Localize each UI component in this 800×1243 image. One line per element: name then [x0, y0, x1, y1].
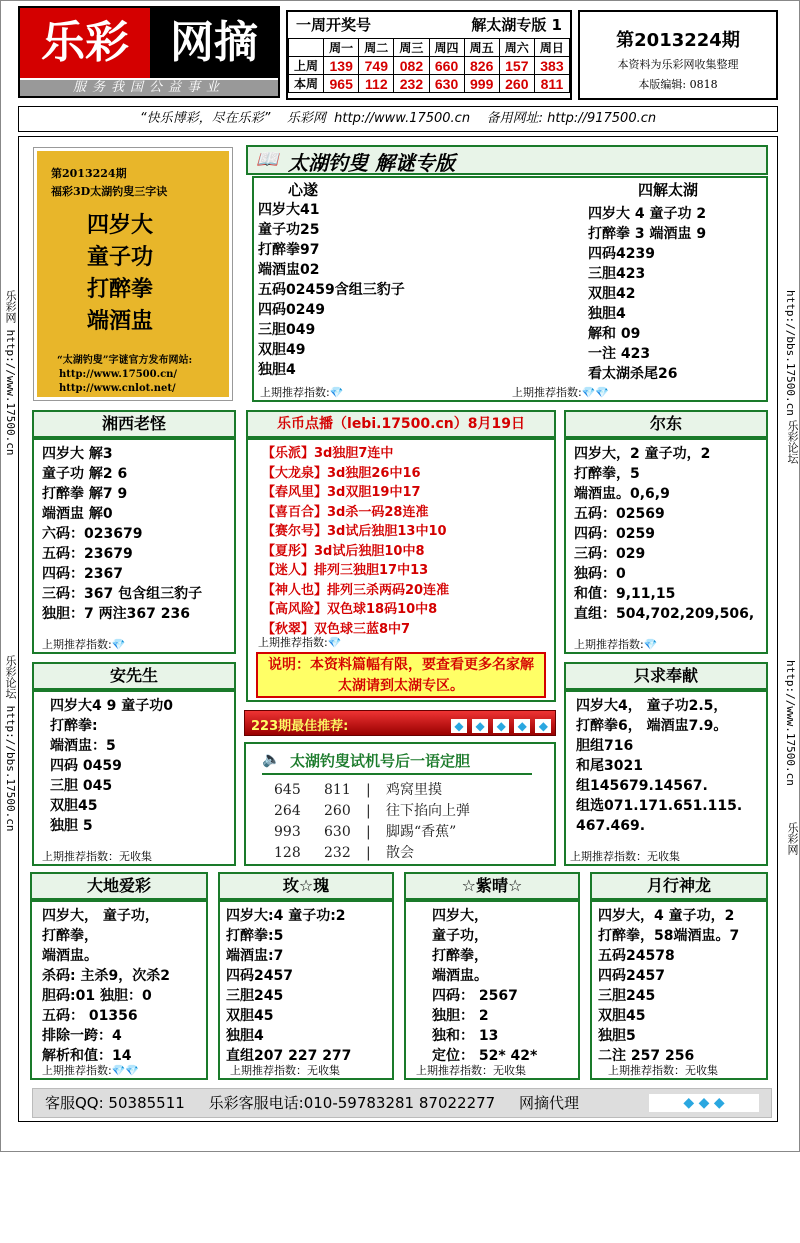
dadi-line: 排除一跨：4 — [42, 1028, 122, 1044]
url-slogan: “快乐博彩，尽在乐彩” — [139, 111, 271, 126]
yuexing-line: 独胆5 — [598, 1028, 636, 1044]
draw-title: 一周开奖号 — [296, 16, 372, 34]
diamond-icon: 💎 — [643, 638, 658, 651]
ziqing-line: 独和： 13 — [432, 1028, 499, 1044]
xiangxi-line: 独胆：7 两注367 236 — [42, 606, 190, 622]
draw-edition: 解太湖专版 1 — [471, 16, 562, 34]
anxian-line: 独胆 5 — [50, 818, 93, 834]
zhiqiu-rating: 上期推荐指数：无收集 — [570, 850, 680, 863]
riddle-publisher: “太湖钓叟”字谜官方发布网站: — [57, 355, 193, 366]
meigui-line: 端酒盅:7 — [226, 948, 284, 964]
sijie-line: 打醉拳 3 端酒盅 9 — [588, 226, 707, 242]
lebi-note: 说明：本资料篇幅有限，要查看更多名家解太湖请到太湖专区。 — [256, 652, 546, 698]
side-label-right-2: 乐彩网 — [786, 822, 799, 855]
erdong-line: 四岁大，2 童子功，2 — [574, 446, 711, 462]
shiji-title — [262, 750, 532, 775]
shiji-title-text: 太湖钓叟试机号后一语定胆 — [290, 752, 471, 770]
lebi-line[interactable]: 【神人也】排列三杀两码20连准 — [262, 582, 450, 598]
meigui-line: 双胆45 — [226, 1008, 274, 1024]
draw-number: 660 — [429, 57, 464, 75]
meigui-line: 四岁大:4 童子功:2 — [226, 908, 346, 924]
sijie-line: 解和 09 — [588, 326, 641, 342]
xinsui-line: 四岁大41 — [258, 202, 320, 218]
dadi-rating: 上期推荐指数:💎💎 — [42, 1064, 140, 1077]
xinsui-line: 打醉拳97 — [258, 242, 320, 258]
xiangxi-line: 端酒盅 解0 — [42, 506, 113, 522]
dadi-line: 四岁大， 童子功， — [42, 908, 159, 924]
erdong-line: 三码：029 — [574, 546, 646, 562]
day-header: 周六 — [499, 39, 534, 57]
zhiqiu-title: 只求奉献 — [564, 662, 768, 690]
best-pick-title: 223期最佳推荐: — [251, 719, 349, 734]
riddle-card — [34, 148, 232, 400]
dadi-line: 打醉拳， — [42, 928, 98, 944]
taihu-title — [246, 145, 768, 175]
xinsui-line: 端酒盅02 — [258, 262, 320, 278]
dadi-line: 杀码: 主杀9，次杀2 — [42, 968, 170, 984]
best-pick-diamonds — [451, 715, 551, 734]
shiji-row: 128 232 | 散会 — [274, 845, 414, 861]
anxian-line: 打醉拳: — [50, 718, 98, 734]
url-bar — [18, 106, 778, 132]
xinsui-line: 独胆4 — [258, 362, 296, 378]
xinsui-line: 三胆049 — [258, 322, 316, 338]
anxian-line: 双胆45 — [50, 798, 98, 814]
yuexing-line: 三胆245 — [598, 988, 656, 1004]
speaker-icon: 🔈 — [262, 750, 281, 768]
sijie-line: 一注 423 — [588, 346, 651, 362]
xiangxi-rating: 上期推荐指数:💎 — [42, 638, 126, 651]
logo-slogan: 服务我国公益事业 — [20, 80, 278, 96]
side-text-left-bottom: 乐彩论坛 http://bbs.17500.cn — [4, 655, 17, 832]
draw-number: 749 — [359, 57, 394, 75]
footer-bar — [32, 1088, 772, 1118]
sijie-line: 四码4239 — [588, 246, 655, 262]
draw-number: 999 — [464, 75, 499, 93]
meigui-line: 独胆4 — [226, 1028, 264, 1044]
draw-number: 383 — [534, 57, 569, 75]
dadi-panel — [30, 900, 208, 1080]
diamond-icon: 💎 — [329, 386, 344, 399]
main-url-link[interactable]: http://www.17500.cn — [334, 111, 471, 126]
lebi-line[interactable]: 【秋翠】双色球三蓝8中7 — [262, 621, 411, 637]
draw-table — [288, 38, 570, 93]
erdong-panel — [564, 438, 768, 654]
erdong-line: 打醉拳，5 — [574, 466, 640, 482]
lebi-line[interactable]: 【夏彤】3d试后独胆10中8 — [262, 543, 425, 559]
ziqing-rating: 上期推荐指数：无收集 — [416, 1064, 526, 1077]
anxian-line: 四码 0459 — [50, 758, 122, 774]
erdong-line: 独码：0 — [574, 566, 626, 582]
footer-phone: 乐彩客服电话:010-59783281 87022277 — [208, 1094, 496, 1112]
yuexing-line: 五码24578 — [598, 948, 675, 964]
lebi-line[interactable]: 【赛尔号】3d试后独胆13中10 — [262, 524, 447, 539]
riddle-line: 打醉拳 — [87, 276, 154, 302]
zhiqiu-line: 组选071.171.651.115. — [576, 798, 743, 814]
taihu-title-text: 太湖钓叟 解谜专版 — [288, 151, 455, 175]
anxian-line: 四岁大4 9 童子功0 — [50, 698, 173, 714]
lebi-panel — [246, 438, 556, 702]
meigui-line: 四码2457 — [226, 968, 293, 984]
shiji-row: 264 260 | 往下掐向上弹 — [274, 803, 470, 819]
zhiqiu-line: 和尾3021 — [576, 758, 643, 774]
day-header: 周五 — [464, 39, 499, 57]
diamond-icon: ◆ — [472, 719, 488, 733]
draw-number: 630 — [429, 75, 464, 93]
erdong-line: 四码：0259 — [574, 526, 655, 542]
zhiqiu-line: 打醉拳6， 端酒盅7.9。 — [576, 718, 728, 734]
xinsui-line: 童子功25 — [258, 222, 320, 238]
lebi-line[interactable]: 【高风险】双色球18码10中8 — [262, 602, 438, 617]
lebi-line[interactable]: 【大龙泉】3d独胆26中16 — [262, 465, 421, 481]
taihu-rating-left: 上期推荐指数:💎 — [260, 386, 344, 399]
xinsui-line: 双胆49 — [258, 342, 306, 358]
dadi-line: 解析和值：14 — [42, 1048, 132, 1064]
ziqing-line: 定位： 52* 42* — [432, 1048, 538, 1064]
dadi-line: 胆码:01 独胆：0 — [42, 988, 152, 1004]
ziqing-line: 独胆： 2 — [432, 1008, 489, 1024]
yuexing-title: 月行神龙 — [590, 872, 768, 900]
xiangxi-line: 四岁大 解3 — [42, 446, 113, 462]
draw-number: 082 — [394, 57, 429, 75]
xinsui-line: 五码02459含组三豹子 — [258, 282, 405, 298]
issue-number: 第2013224期 — [616, 30, 740, 51]
weekly-draw-panel — [286, 10, 572, 100]
diamond-icon: 💎💎 — [111, 1064, 140, 1077]
best-pick-bar — [244, 710, 556, 736]
anxian-line: 端酒盅：5 — [50, 738, 116, 754]
diamond-icon: ◆ — [451, 719, 467, 733]
yuexing-line: 四码2457 — [598, 968, 665, 984]
erdong-line: 和值：9,11,15 — [574, 586, 676, 602]
yuexing-line: 双胆45 — [598, 1008, 646, 1024]
day-header: 周三 — [394, 39, 429, 57]
xiangxi-line: 四码：2367 — [42, 566, 123, 582]
backup-url-link[interactable]: http://917500.cn — [547, 111, 657, 126]
meigui-line: 直组207 227 277 — [226, 1048, 352, 1064]
riddle-line: 端酒盅 — [87, 308, 154, 334]
erdong-rating: 上期推荐指数:💎 — [574, 638, 658, 651]
taihu-panel — [252, 176, 768, 402]
issue-box — [578, 10, 778, 100]
shiji-row: 645 811 | 鸡窝里摸 — [274, 782, 442, 798]
dadi-title: 大地爱彩 — [30, 872, 208, 900]
taihu-rating-right: 上期推荐指数:💎💎 — [512, 386, 610, 399]
ziqing-line: 四岁大， — [432, 908, 488, 924]
day-header — [289, 39, 324, 57]
meigui-line: 打醉拳:5 — [226, 928, 284, 944]
yuexing-line: 二注 257 256 — [598, 1048, 695, 1064]
lebi-line[interactable]: 【乐派】3d独胆7连中 — [262, 446, 394, 461]
anxian-rating: 上期推荐指数：无收集 — [42, 850, 152, 863]
lebi-line[interactable]: 【春风里】3d双胆19中17 — [262, 485, 421, 500]
draw-number: 826 — [464, 57, 499, 75]
lebi-line[interactable]: 【迷人】排列三独胆17中13 — [262, 563, 429, 578]
ziqing-line: 四码： 2567 — [432, 988, 518, 1004]
draw-number: 811 — [534, 75, 569, 93]
footer-diamonds: ◆ ◆ ◆ — [649, 1094, 759, 1112]
shiji-panel — [244, 742, 556, 866]
zhiqiu-line: 467.469. — [576, 818, 646, 834]
yuexing-panel — [590, 900, 768, 1080]
book-icon: 📖 — [256, 149, 279, 170]
issue-note: 本资料为乐彩网收集整理 — [617, 58, 739, 71]
riddle-url-1[interactable]: http://www.17500.cn/ — [59, 369, 178, 380]
xiangxi-line: 六码：023679 — [42, 526, 143, 542]
dadi-line: 端酒盅。 — [42, 948, 98, 964]
sijie-line: 看太湖杀尾26 — [588, 366, 678, 382]
day-header: 周四 — [429, 39, 464, 57]
xinsui-line: 四码0249 — [258, 302, 325, 318]
site-name: 乐彩网 — [286, 111, 326, 126]
anxian-title: 安先生 — [32, 662, 236, 690]
lebi-line[interactable]: 【喜百合】3d杀一码28连准 — [262, 504, 429, 520]
zhiqiu-line: 胆组716 — [576, 738, 634, 754]
diamond-icon: ◆ — [514, 719, 530, 733]
side-text-left-top: 乐彩网 http://www.17500.cn — [4, 290, 17, 456]
row-label: 上周 — [289, 57, 324, 75]
ziqing-line: 端酒盅。 — [432, 968, 488, 984]
yuexing-line: 打醉拳，58端酒盅。7 — [598, 928, 740, 944]
diamond-icon: 💎💎 — [581, 386, 610, 399]
yuexing-rating: 上期推荐指数：无收集 — [608, 1064, 718, 1077]
issue-editor: 本版编辑: 0818 — [638, 78, 718, 91]
xiangxi-panel — [32, 438, 236, 654]
meigui-panel — [218, 900, 394, 1080]
xiangxi-line: 打醉拳 解7 9 — [42, 486, 128, 502]
yuexing-line: 四岁大，4 童子功，2 — [598, 908, 735, 924]
dadi-line: 五码： 01356 — [42, 1008, 138, 1024]
row-label: 本周 — [289, 75, 324, 93]
footer-agent[interactable]: 网摘代理 — [519, 1094, 580, 1112]
side-text-right-bottom: http://www.17500.cn — [784, 660, 797, 786]
ziqing-title: ☆紫晴☆ — [404, 872, 580, 900]
diamond-icon: 💎 — [327, 636, 342, 649]
sijie-line: 独胆4 — [588, 306, 626, 322]
meigui-title: 玫☆瑰 — [218, 872, 394, 900]
sijie-line: 双胆42 — [588, 286, 636, 302]
draw-number: 112 — [359, 75, 394, 93]
erdong-title: 尔东 — [564, 410, 768, 438]
erdong-line: 端酒盅。0,6,9 — [574, 486, 670, 502]
meigui-line: 三胆245 — [226, 988, 284, 1004]
backup-label: 备用网址: — [486, 111, 543, 126]
lebi-rating: 上期推荐指数:💎 — [258, 636, 342, 649]
riddle-url-2[interactable]: http://www.cnlot.net/ — [59, 383, 176, 394]
riddle-line: 四岁大 — [87, 212, 154, 238]
riddle-subtitle: 福彩3D太湖钓叟三字诀 — [51, 185, 168, 198]
draw-number: 260 — [499, 75, 534, 93]
anxian-line: 三胆 045 — [50, 778, 113, 794]
logo-right: 网摘 — [150, 8, 278, 78]
sijie-title: 四解太湖 — [638, 181, 699, 199]
meigui-rating: 上期推荐指数：无收集 — [230, 1064, 340, 1077]
diamond-icon: 💎 — [111, 638, 126, 651]
side-label-right: 乐彩论坛 — [786, 420, 799, 464]
riddle-line: 童子功 — [87, 244, 154, 270]
draw-number: 139 — [324, 57, 359, 75]
zhiqiu-line: 组145679.14567. — [576, 778, 708, 794]
xiangxi-line: 童子功 解2 6 — [42, 466, 128, 482]
sijie-line: 三胆423 — [588, 266, 646, 282]
xiangxi-title: 湘西老怪 — [32, 410, 236, 438]
diamond-icon: ◆ — [535, 719, 551, 733]
draw-number: 232 — [394, 75, 429, 93]
side-text-right-top: http://bbs.17500.cn — [784, 290, 797, 416]
zhiqiu-line: 四岁大4， 童子功2.5， — [576, 698, 728, 714]
erdong-line: 五码：02569 — [574, 506, 665, 522]
footer-qq: 客服QQ: 50385511 — [45, 1094, 185, 1112]
day-header: 周一 — [324, 39, 359, 57]
diamond-icon: ◆ — [493, 719, 509, 733]
logo-left: 乐彩 — [20, 8, 150, 78]
draw-number: 157 — [499, 57, 534, 75]
ziqing-line: 童子功， — [432, 928, 488, 944]
day-header: 周二 — [359, 39, 394, 57]
sijie-line: 四岁大 4 童子功 2 — [588, 206, 707, 222]
logo — [18, 6, 280, 98]
xiangxi-line: 五码：23679 — [42, 546, 133, 562]
day-header: 周日 — [534, 39, 569, 57]
erdong-line: 直组：504,702,209,506, — [574, 606, 755, 622]
ziqing-line: 打醉拳， — [432, 948, 488, 964]
xiangxi-line: 三码：367 包含组三豹子 — [42, 586, 203, 602]
zhiqiu-panel — [564, 690, 768, 866]
draw-number: 965 — [324, 75, 359, 93]
riddle-issue: 第2013224期 — [51, 167, 127, 180]
ziqing-panel — [404, 900, 580, 1080]
lebi-title: 乐币点播（lebi.17500.cn）8月19日 — [246, 410, 556, 438]
anxian-panel — [32, 690, 236, 866]
xinsui-title: 心遂 — [288, 181, 319, 199]
shiji-row: 993 630 | 脚踢“香蕉” — [274, 824, 457, 840]
